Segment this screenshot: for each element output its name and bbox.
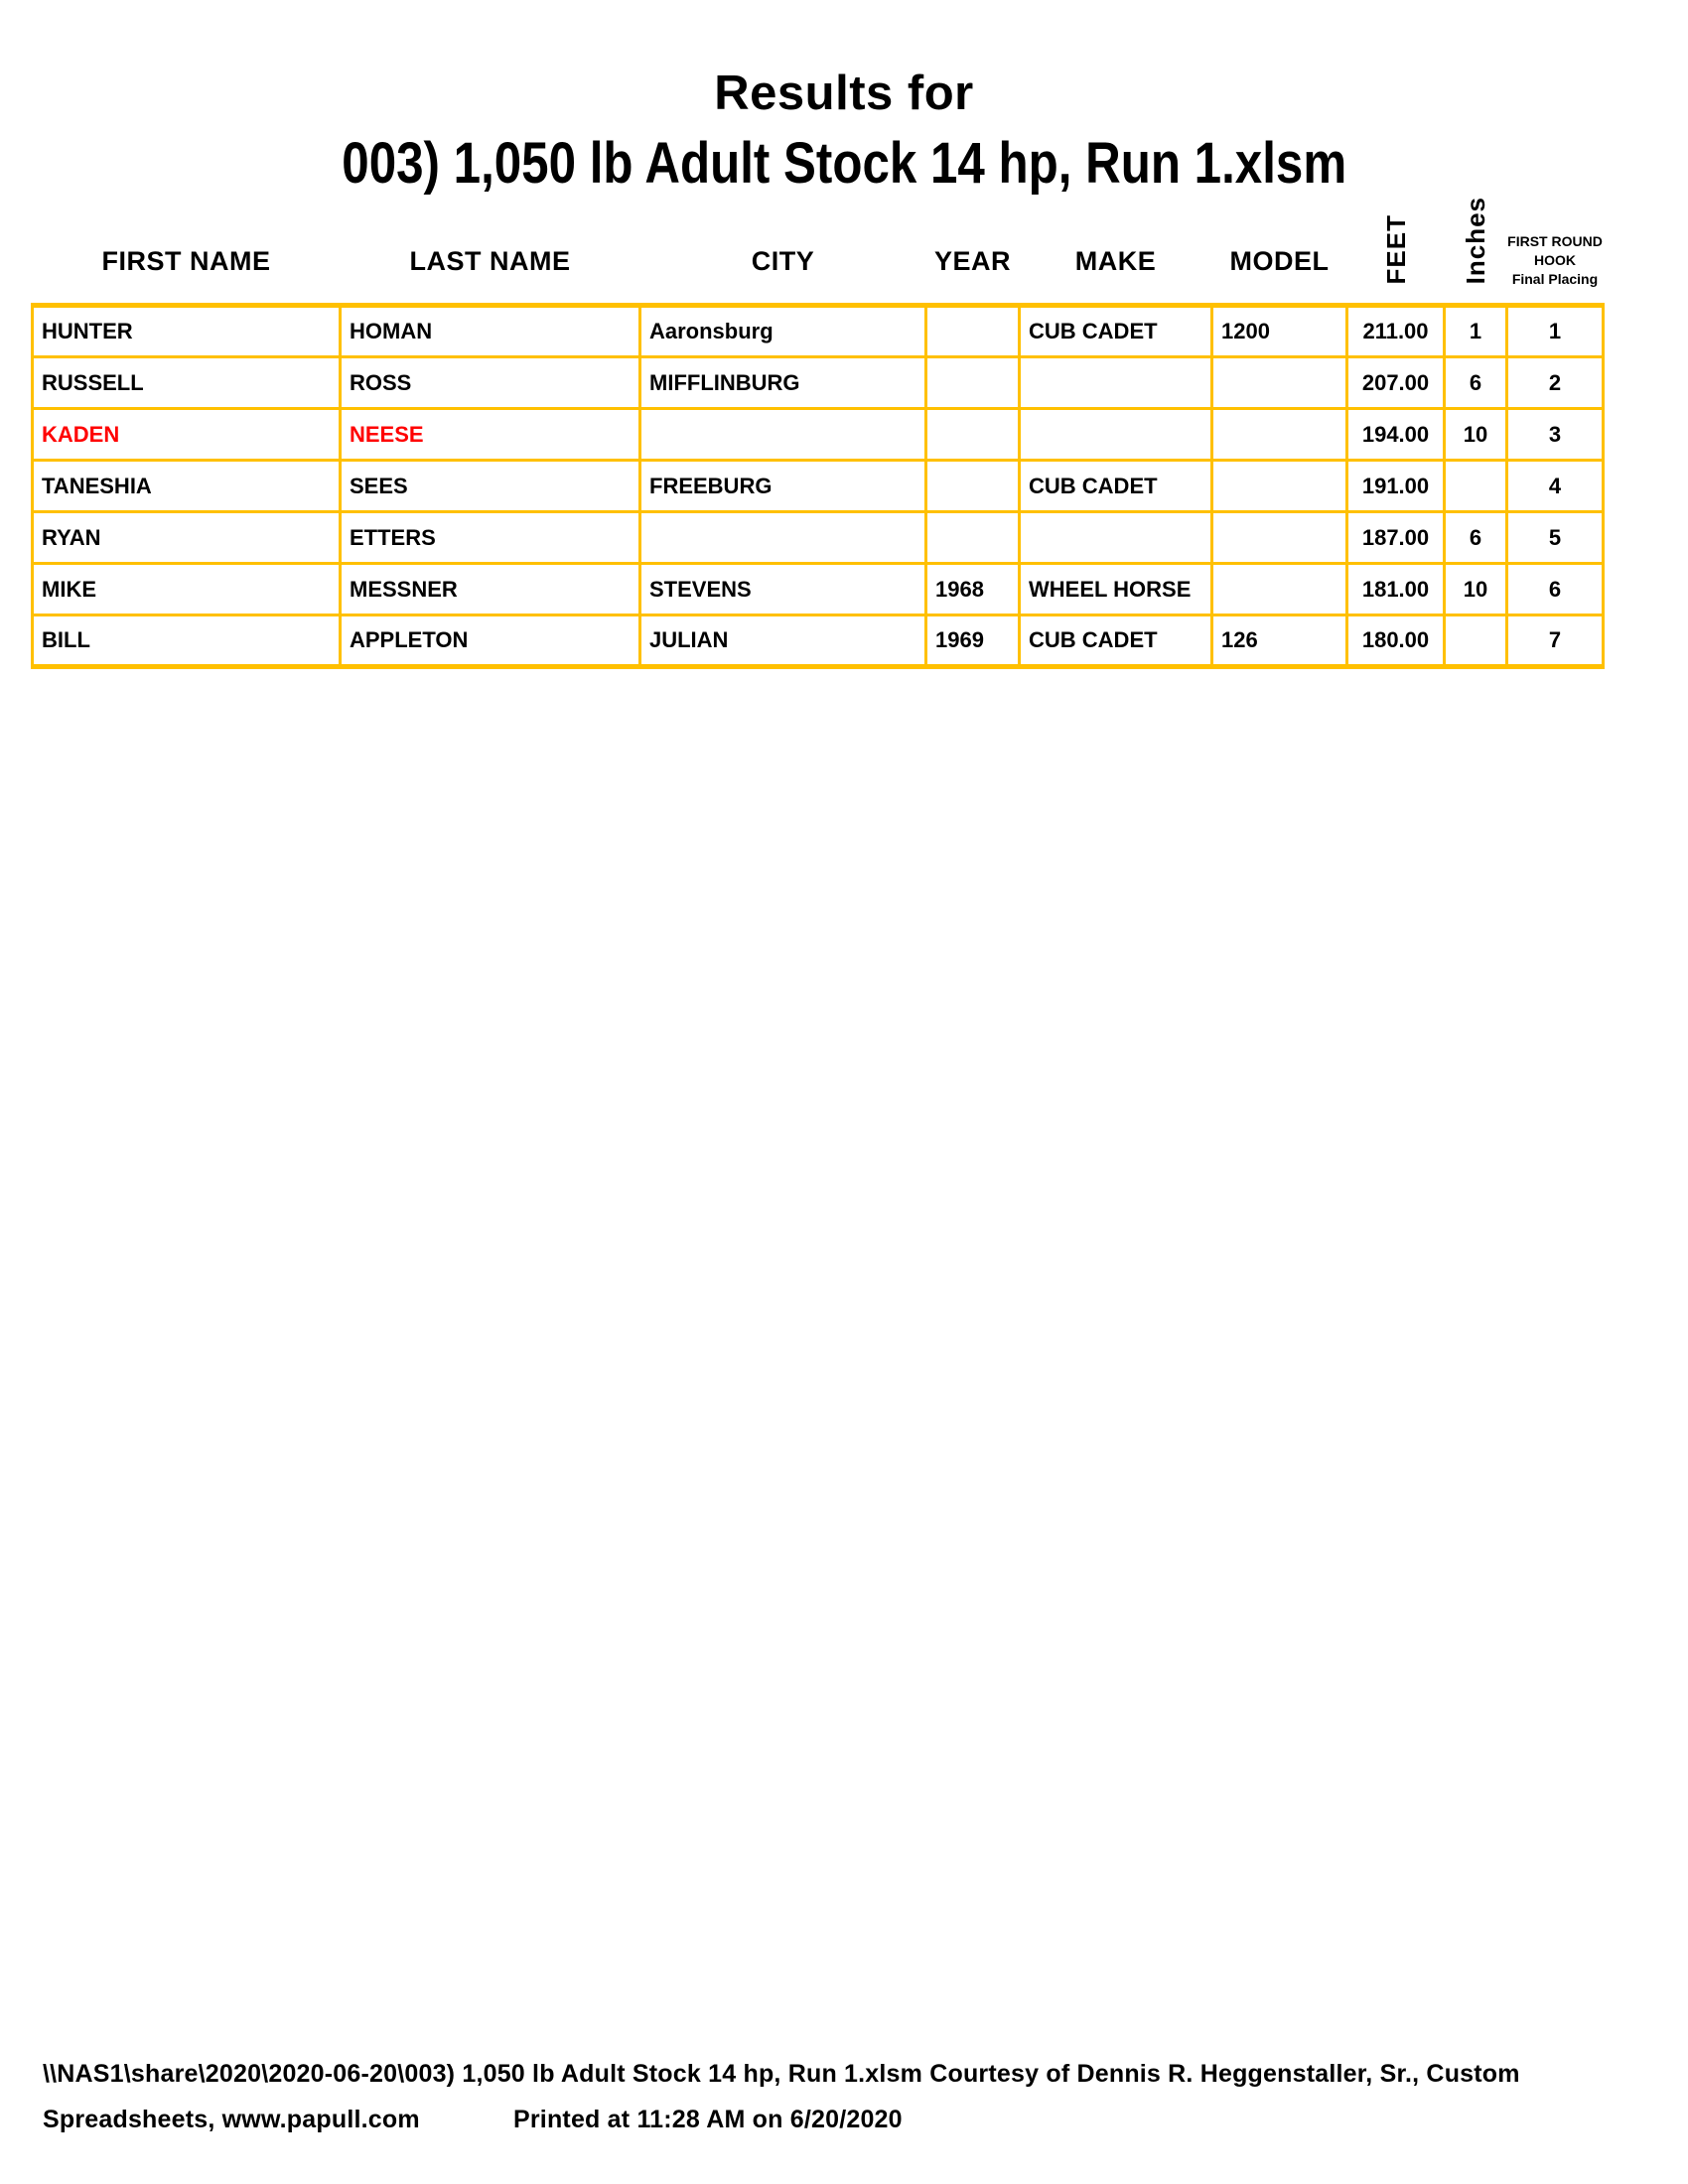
cell-first-name: HUNTER <box>33 306 341 357</box>
page-title: Results for <box>714 67 974 120</box>
cell-inches: 10 <box>1445 564 1507 615</box>
cell-model: 126 <box>1212 615 1347 667</box>
cell-first-name: RYAN <box>33 512 341 564</box>
column-header-model: MODEL <box>1229 246 1330 277</box>
table-row <box>33 564 1604 615</box>
cell-make: CUB CADET <box>1020 615 1212 667</box>
column-header-placing-line1: FIRST ROUND <box>1507 233 1603 250</box>
column-header-make: MAKE <box>1074 246 1157 277</box>
cell-placing: 7 <box>1507 615 1604 667</box>
cell-year: 1968 <box>926 564 1020 615</box>
cell-placing: 6 <box>1507 564 1604 615</box>
cell-year <box>926 357 1020 409</box>
cell-make: WHEEL HORSE <box>1020 564 1212 615</box>
footer-file-path: \\NAS1\share\2020\2020-06-20\003) 1,050 lb Adult Stock 14 hp, Run 1.xlsm Courtesy of Dennis R. Heggenstaller, Sr., Custom <box>43 2060 1520 2088</box>
cell-feet: 181.00 <box>1347 564 1445 615</box>
cell-year: 1969 <box>926 615 1020 667</box>
table-row <box>33 512 1604 564</box>
page-subtitle-text: 003) 1,050 lb Adult Stock 14 hp, Run 1.xlsm <box>342 131 1346 196</box>
cell-model <box>1212 461 1347 512</box>
cell-model: 1200 <box>1212 306 1347 357</box>
column-header-feet-label: FEET <box>1380 213 1411 285</box>
column-header-feet <box>1347 197 1445 306</box>
table-row <box>33 306 1604 357</box>
cell-feet: 180.00 <box>1347 615 1445 667</box>
cell-city: JULIAN <box>640 615 926 667</box>
column-header-inches <box>1445 197 1507 306</box>
cell-city <box>640 512 926 564</box>
cell-inches <box>1445 615 1507 667</box>
table-row <box>33 461 1604 512</box>
cell-inches <box>1445 461 1507 512</box>
cell-model <box>1212 564 1347 615</box>
cell-model <box>1212 409 1347 461</box>
page-subtitle <box>0 131 1688 196</box>
cell-feet: 194.00 <box>1347 409 1445 461</box>
cell-last-name: ETTERS <box>341 512 640 564</box>
table-row <box>33 357 1604 409</box>
cell-last-name: HOMAN <box>341 306 640 357</box>
cell-first-name: MIKE <box>33 564 341 615</box>
cell-first-name: RUSSELL <box>33 357 341 409</box>
footer-courtesy-continuation: Spreadsheets, www.papull.com <box>43 2106 420 2133</box>
cell-inches: 1 <box>1445 306 1507 357</box>
cell-model <box>1212 357 1347 409</box>
cell-placing: 5 <box>1507 512 1604 564</box>
column-header-last-name: LAST NAME <box>409 246 571 277</box>
header-row <box>33 197 1604 306</box>
cell-city: FREEBURG <box>640 461 926 512</box>
cell-make <box>1020 512 1212 564</box>
cell-placing: 1 <box>1507 306 1604 357</box>
cell-city: STEVENS <box>640 564 926 615</box>
column-header-first-name: FIRST NAME <box>101 246 271 277</box>
cell-make: CUB CADET <box>1020 461 1212 512</box>
cell-make <box>1020 409 1212 461</box>
cell-first-name: KADEN <box>33 409 341 461</box>
cell-feet: 211.00 <box>1347 306 1445 357</box>
cell-inches: 10 <box>1445 409 1507 461</box>
cell-placing: 3 <box>1507 409 1604 461</box>
cell-first-name: BILL <box>33 615 341 667</box>
cell-placing: 2 <box>1507 357 1604 409</box>
cell-model <box>1212 512 1347 564</box>
cell-make <box>1020 357 1212 409</box>
column-header-placing-line3: Final Placing <box>1511 271 1599 288</box>
cell-last-name: MESSNER <box>341 564 640 615</box>
cell-first-name: TANESHIA <box>33 461 341 512</box>
column-header-inches-label: Inches <box>1461 197 1490 285</box>
results-table <box>31 197 1605 669</box>
cell-feet: 187.00 <box>1347 512 1445 564</box>
cell-last-name: APPLETON <box>341 615 640 667</box>
table-row <box>33 409 1604 461</box>
cell-make: CUB CADET <box>1020 306 1212 357</box>
cell-city: MIFFLINBURG <box>640 357 926 409</box>
cell-inches: 6 <box>1445 512 1507 564</box>
cell-city: Aaronsburg <box>640 306 926 357</box>
cell-inches: 6 <box>1445 357 1507 409</box>
column-header-city: CITY <box>751 246 815 277</box>
cell-year <box>926 306 1020 357</box>
column-header-placing-line2: HOOK <box>1534 252 1576 269</box>
cell-last-name: NEESE <box>341 409 640 461</box>
cell-feet: 207.00 <box>1347 357 1445 409</box>
cell-placing: 4 <box>1507 461 1604 512</box>
column-header-placing <box>1507 197 1604 306</box>
cell-year <box>926 512 1020 564</box>
cell-year <box>926 461 1020 512</box>
cell-feet: 191.00 <box>1347 461 1445 512</box>
cell-last-name: SEES <box>341 461 640 512</box>
cell-year <box>926 409 1020 461</box>
column-header-year: YEAR <box>933 246 1011 277</box>
footer-printed-timestamp: Printed at 11:28 AM on 6/20/2020 <box>513 2106 903 2133</box>
table-row <box>33 615 1604 667</box>
cell-last-name: ROSS <box>341 357 640 409</box>
cell-city <box>640 409 926 461</box>
